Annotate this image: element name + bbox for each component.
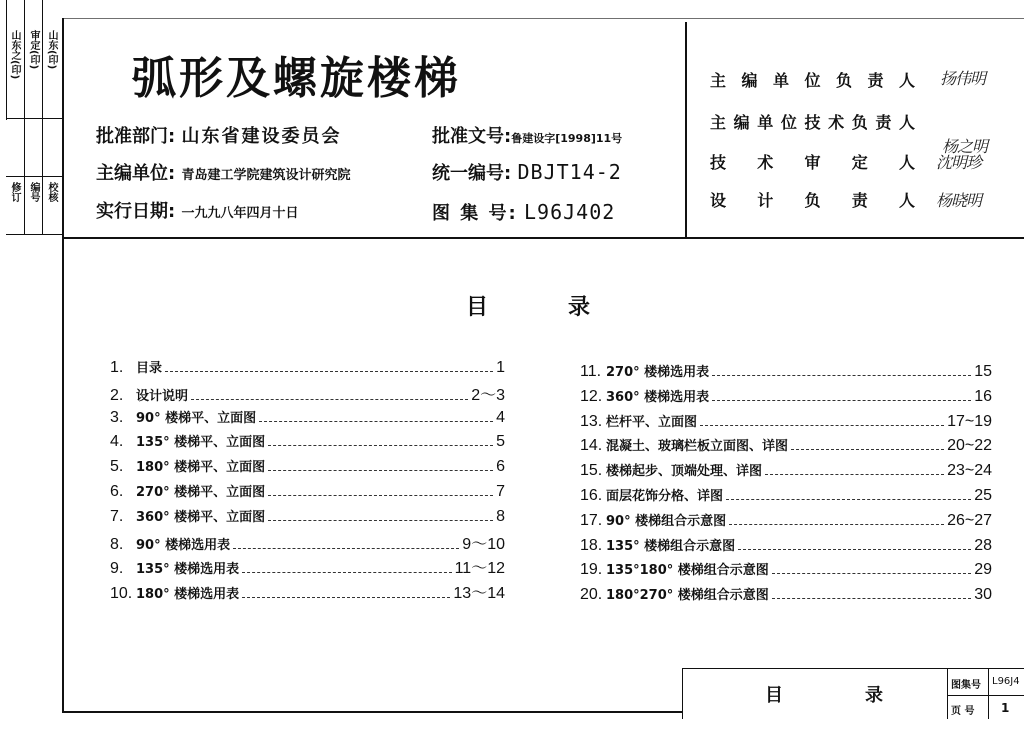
toc-entry-text: 270° 楼梯平、立面图 <box>136 485 266 500</box>
toc-entry <box>580 361 992 381</box>
atlas-no-value: L96J402 <box>524 200 616 224</box>
toc-title-a: 目 <box>466 295 489 320</box>
toc-entry-number: 11. <box>580 363 602 380</box>
editor-label: 主编单位: <box>96 163 176 184</box>
stamp-top-3: 山东(印) <box>46 30 57 70</box>
toc-entry-page: 16 <box>974 387 992 405</box>
toc-entry-text: 目录 <box>136 361 163 376</box>
unified-no-label: 统一编号: <box>432 163 512 184</box>
stamp-strip <box>6 0 64 235</box>
responsible-row <box>710 188 915 211</box>
date-value: 一九九八年四月十日 <box>181 206 299 221</box>
title-block-divider <box>947 695 1024 696</box>
toc-entry-text: 180°270° 楼梯组合示意图 <box>606 588 769 604</box>
responsible-signature: 杨之明 <box>942 137 988 156</box>
toc-entry-text: 90° 楼梯组合示意图 <box>606 513 727 529</box>
toc-entry <box>110 456 505 476</box>
toc-entry-page: 25 <box>974 487 992 504</box>
toc-entry-page: 28 <box>974 536 992 554</box>
responsible-label: 主编单位技术负责人 <box>710 113 915 132</box>
toc-entry-number: 1. <box>110 359 124 376</box>
toc-entry <box>110 357 505 377</box>
approve-doc-row <box>432 122 622 148</box>
toc-entry <box>110 580 505 603</box>
toc-entry-text: 135° 楼梯平、立面图 <box>136 435 266 451</box>
toc-entry-leader <box>242 572 451 573</box>
stamp-top-1: 山东之(印) <box>9 30 20 80</box>
toc-entry-text: 135° 楼梯组合示意图 <box>606 538 736 554</box>
header-bottom-line <box>62 237 1024 239</box>
toc-entry-page: 20~22 <box>947 437 992 455</box>
toc-entry-leader <box>791 449 944 450</box>
stamp-divider <box>6 118 62 119</box>
title-block <box>682 668 1024 719</box>
atlas-label-cell: 图集号 <box>951 680 981 691</box>
toc-entry-number: 16. <box>580 487 603 504</box>
stamp-divider <box>6 234 62 235</box>
toc-entry-text: 360° 楼梯平、立面图 <box>136 509 266 525</box>
responsible-label: 技术审定人 <box>710 153 915 172</box>
responsible-signature: 沈明珍 <box>936 153 982 172</box>
approve-dept-row <box>96 122 341 148</box>
toc-entry-number: 20. <box>580 586 603 604</box>
toc-entry-number: 13. <box>580 412 603 430</box>
atlas-no-label: 图 集 号: <box>432 203 518 224</box>
toc-entry-text: 90° 楼梯选用表 <box>136 537 231 553</box>
toc-entry-text: 混凝土、玻璃栏板立面图、详图 <box>606 439 789 455</box>
responsible-signature: 杨晓明 <box>936 191 982 210</box>
toc-entry-page: 26~27 <box>947 511 992 529</box>
toc-entry-leader <box>259 421 493 422</box>
toc-entry <box>110 531 505 554</box>
toc-entry-number: 15. <box>580 462 603 480</box>
header-divider-line <box>685 22 687 238</box>
toc-entry-leader <box>700 425 944 426</box>
approve-doc-value: 鲁建设字[1998]11号 <box>511 132 623 145</box>
approve-doc-label: 批准文号: <box>432 126 512 147</box>
toc-entry-number: 17. <box>580 511 603 529</box>
responsible-row <box>710 68 915 91</box>
toc-entry <box>580 559 992 579</box>
toc-entry-page: 2～3 <box>471 386 505 404</box>
toc-entry-page: 5 <box>496 433 505 451</box>
toc-entry-leader <box>772 573 971 574</box>
document-title: 弧形及螺旋楼梯 <box>132 53 461 104</box>
frame-bottom-line <box>62 711 682 713</box>
atlas-no-row <box>432 199 615 225</box>
toc-entry-number: 2. <box>110 386 124 404</box>
toc-entry-leader <box>712 375 971 376</box>
toc-entry <box>110 555 505 578</box>
toc-entry-text: 栏杆平、立面图 <box>606 414 698 430</box>
stamp-divider <box>6 0 7 120</box>
toc-entry <box>580 460 992 480</box>
toc-entry-text: 设计说明 <box>136 388 189 404</box>
atlas-value-cell: L96J4 <box>992 676 1020 687</box>
responsible-label: 主编单位负责人 <box>710 71 915 90</box>
toc-title-b: 录 <box>568 295 591 320</box>
toc-entry-leader <box>765 474 944 475</box>
stamp-top-2: 审定(印) <box>28 30 39 70</box>
toc-entry-page: 17~19 <box>947 412 992 430</box>
toc-entry-page: 4 <box>496 408 505 426</box>
responsible-label: 设计负责人 <box>710 191 915 210</box>
toc-entry-page: 13～14 <box>453 585 505 603</box>
toc-entry-leader <box>268 495 493 496</box>
unified-no-row <box>432 159 622 185</box>
title-block-divider <box>947 669 948 719</box>
responsible-row <box>710 150 915 173</box>
stamp-bottom-1: 修订 <box>9 182 20 202</box>
approve-dept-value: 山东省建设委员会 <box>181 126 342 147</box>
toc-entry-page: 15 <box>974 363 992 380</box>
date-label: 实行日期: <box>96 201 176 222</box>
responsible-signature: 扬伟明 <box>940 69 986 88</box>
toc-entry <box>580 411 992 431</box>
toc-entry-page: 7 <box>496 483 505 500</box>
toc-entry <box>580 510 992 530</box>
toc-entry-page: 11～12 <box>454 560 505 578</box>
toc-entry-text: 楼梯起步、顶端处理、详图 <box>606 464 763 480</box>
toc-entry-leader <box>268 520 493 521</box>
frame-header-top-line <box>62 18 1024 19</box>
title-block-name-a: 目 <box>765 685 783 706</box>
title-block-divider <box>988 669 989 719</box>
toc-entry-number: 18. <box>580 536 603 554</box>
toc-entry-leader <box>738 549 971 550</box>
toc-entry-page: 23~24 <box>947 462 992 480</box>
toc-entry-text: 135°180° 楼梯组合示意图 <box>606 563 769 579</box>
toc-entry-number: 9. <box>110 560 124 578</box>
toc-entry <box>580 535 992 555</box>
toc-entry-number: 6. <box>110 483 124 500</box>
toc-entry-leader <box>726 499 971 500</box>
toc-entry-leader <box>165 371 493 372</box>
toc-entry-text: 360° 楼梯选用表 <box>606 389 710 405</box>
toc-entry-page: 8 <box>496 507 505 525</box>
editor-row <box>96 159 351 185</box>
toc-entry <box>580 485 992 505</box>
toc-entry-text: 180° 楼梯平、立面图 <box>136 460 266 476</box>
toc-entry-page: 6 <box>496 458 505 476</box>
stamp-divider <box>6 176 62 177</box>
toc-entry-page: 30 <box>974 586 992 604</box>
toc-entry-page: 1 <box>496 359 505 376</box>
toc-entry <box>580 386 992 406</box>
toc-entry-leader <box>772 598 971 599</box>
toc-entry-number: 8. <box>110 535 124 553</box>
toc-entry <box>110 481 505 501</box>
toc-entry <box>110 431 505 451</box>
page-label-cell: 页 号 <box>951 706 975 717</box>
toc-entry <box>110 506 505 526</box>
toc-entry-number: 12. <box>580 387 603 405</box>
unified-no-value: DBJT14-2 <box>517 160 622 184</box>
toc-entry <box>580 584 992 604</box>
page-value-cell: 1 <box>1001 701 1010 715</box>
toc-entry-leader <box>242 597 450 598</box>
toc-entry-number: 5. <box>110 458 124 476</box>
toc-entry-number: 10. <box>110 585 133 603</box>
approve-dept-label: 批准部门: <box>96 126 176 147</box>
editor-value: 青岛建工学院建筑设计研究院 <box>181 168 351 183</box>
toc-entry-leader <box>268 470 493 471</box>
stamp-bottom-2: 编号 <box>28 182 39 202</box>
toc-entry-number: 4. <box>110 433 124 451</box>
toc-entry-text: 135° 楼梯选用表 <box>136 562 240 578</box>
toc-entry-leader <box>233 548 459 549</box>
toc-entry-leader <box>729 524 944 525</box>
toc-entry-leader <box>712 400 971 401</box>
title-block-name-b: 录 <box>865 685 883 706</box>
toc-entry <box>110 407 505 427</box>
toc-entry-number: 14. <box>580 437 603 455</box>
toc-entry-leader <box>191 399 468 400</box>
toc-entry <box>110 382 505 405</box>
toc-entry-text: 270° 楼梯选用表 <box>606 365 710 380</box>
toc-entry-number: 19. <box>580 561 603 579</box>
toc-entry-number: 7. <box>110 507 124 525</box>
responsible-row <box>710 110 915 133</box>
toc-entry-text: 180° 楼梯选用表 <box>136 587 240 603</box>
toc-entry-page: 29 <box>974 561 992 579</box>
date-row <box>96 197 299 223</box>
toc-entry-text: 90° 楼梯平、立面图 <box>136 410 257 426</box>
toc-entry <box>580 435 992 455</box>
toc-entry-leader <box>268 445 493 446</box>
toc-entry-page: 9～10 <box>462 535 505 553</box>
stamp-bottom-3: 校核 <box>46 182 57 202</box>
toc-entry-text: 面层花饰分格、详图 <box>606 489 724 504</box>
toc-entry-number: 3. <box>110 408 124 426</box>
